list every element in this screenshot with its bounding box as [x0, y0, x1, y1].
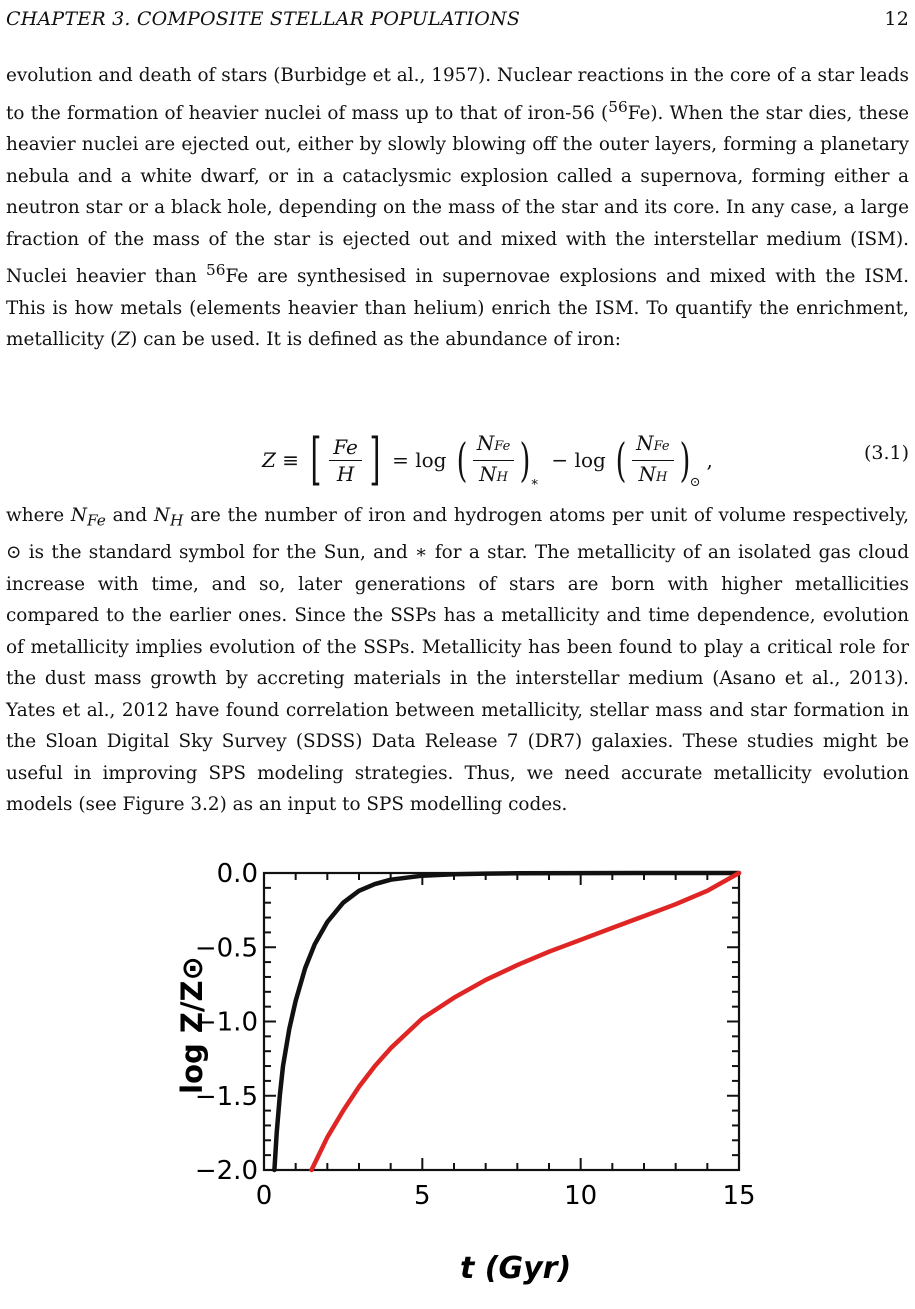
x-tick-label: 10: [564, 1181, 598, 1211]
y-tick-label: −1.5: [194, 1081, 258, 1112]
metallicity-chart: [0, 860, 915, 1300]
y-axis-label: log Z/Z⊙: [175, 956, 209, 1094]
y-tick-label: −0.5: [194, 933, 258, 964]
paragraph-1: [6, 60, 909, 356]
equation-number: (3.1): [863, 442, 909, 464]
series-line-2: [312, 873, 740, 1170]
running-head: [6, 8, 909, 30]
chapter-title: CHAPTER 3. COMPOSITE STELLAR POPULATIONS: [6, 8, 521, 30]
paragraph-1-text: evolution and death of stars (Burbidge et al., 1957). Nuclear reactions in the core of a star leads to the formation of heavier nuclei of mass up to that of iron-56 ($^{56}$Fe). When the star dies, these heavier nuclei are ejected out, either by slowly blowing off the outer layers, forming a planetary nebula and a white dwarf, or in a cataclysmic explosion called a supernova, forming either a neutron star or a black hole, depending on the mass of the star and its core. In any case, a large fraction of the mass of the star is ejected out and mixed with the interstellar medium (ISM). Nuclei heavier than $^{56}$Fe are synthesised in supernovae explosions and mixed with the ISM. This is how metals (elements heavier than helium) enrich the ISM. To quantify the enrichment, metallicity (Z) can be used. It is defined as the abundance of iron:: [6, 65, 910, 351]
x-tick-label: 15: [722, 1181, 756, 1211]
figure-metallicity-evolution: [0, 860, 915, 1300]
page-number: 12: [884, 8, 909, 30]
y-tick-label: −1.0: [194, 1007, 258, 1038]
y-tick-label: 0.0: [216, 860, 258, 889]
series-line-1: [274, 873, 739, 1170]
paragraph-2: [6, 500, 909, 821]
tick-labels: [195, 860, 756, 1211]
series-layer: [274, 873, 739, 1170]
equation-3-1: [0, 420, 915, 500]
x-axis-label: t (Gyr): [460, 1251, 572, 1286]
x-tick-label: 5: [414, 1181, 431, 1211]
x-tick-label: 0: [255, 1181, 273, 1211]
metallicity-equation: Z ≡ [ $\frac{Fe}{H}$ ] = log ( $\frac{\text{NFe}}{NH}$ ) ∗ − log ( $\frac{\text{NFe}}{NH}$ ) ⊙ ,: [262, 427, 713, 492]
y-tick-label: −2.0: [194, 1156, 258, 1186]
paragraph-2-text: where $N_{Fe}$ and $N_H$ are the number of iron and hydrogen atoms per unit of volume respectively, ⊙ is the standard symbol for the Sun, and ∗ for a star. The metallicity of an isolated gas cloud increase with time, and so, later generations of stars are born with higher metallicities compared to the earlier ones. Since the SSPs has a metallicity and time dependence, evolution of metallicity implies evolution of the SSPs. Metallicity has been found to play a critical role for the dust mass growth by accreting materials in the interstellar medium (Asano et al., 2013). Yates et al., 2012 have found correlation between metallicity, stellar mass and star formation in the Sloan Digital Sky Survey (SDSS) Data Release 7 (DR7) galaxies. These studies might be useful in improving SPS modeling strategies. Thus, we need accurate metallicity evolution models (see Figure 3.2) as an input to SPS modelling codes.: [6, 505, 909, 816]
